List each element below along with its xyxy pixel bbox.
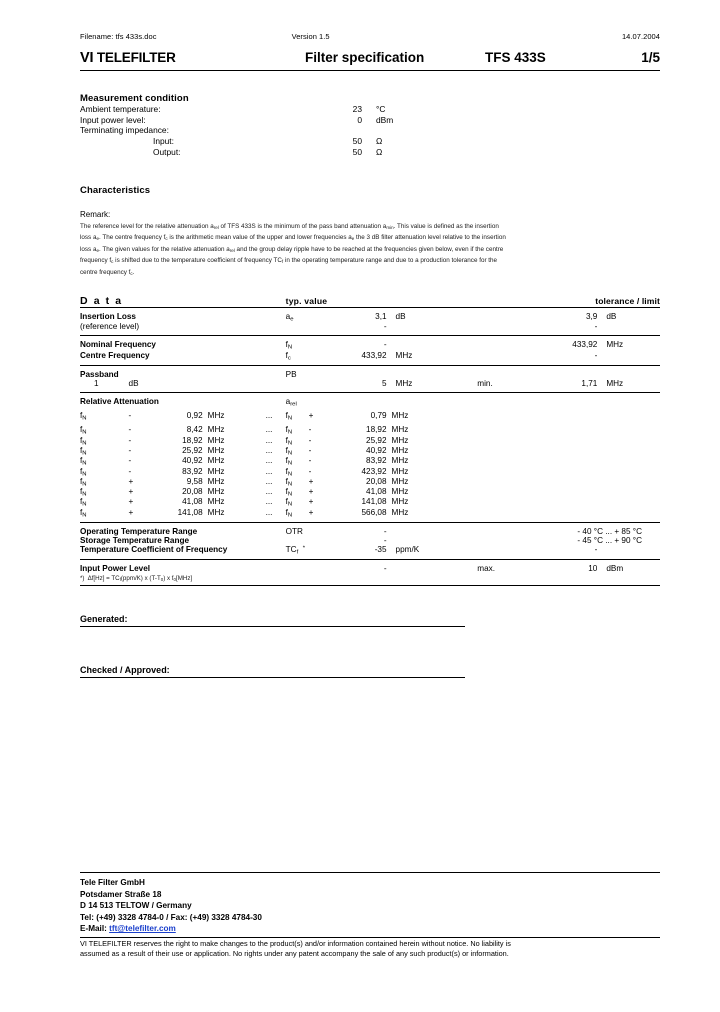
freq-symbol-left: $f_N$ (80, 476, 87, 488)
freq-unit-right: MHz (391, 497, 409, 507)
sign-left: + (128, 507, 134, 517)
row-label: Storage Temperature Range (80, 536, 190, 546)
data-table-header (80, 295, 660, 307)
freq-offset-right: 20,08 (366, 476, 387, 486)
freq-unit-left: MHz (207, 411, 225, 421)
company-name: Tele Filter GmbH (80, 878, 145, 887)
table-row-centre-frequency (80, 351, 660, 361)
limit-value: 433,92 (572, 340, 598, 350)
remark-line: loss $a_e$. The centre frequency $f_c$ is the arithmetic mean value of the upper and lower frequencies $a_e$ the 3 dB filter attenuation level relative to the insertion (80, 234, 506, 242)
freq-symbol-right: $f_N$ (285, 466, 293, 477)
generated-label: Generated: (80, 614, 128, 625)
sign-left: - (128, 411, 132, 421)
footer-address (80, 877, 660, 935)
company-email-row (80, 923, 660, 935)
typ-value: 3,1 (375, 311, 387, 321)
freq-symbol-left: $f_N$ (80, 411, 87, 422)
email-link[interactable]: tft@telefilter.com (109, 924, 176, 934)
sign-right: - (308, 446, 312, 455)
company-street: Potsdamer Straße 18 (80, 889, 162, 899)
legal-disclaimer (80, 939, 660, 959)
row-symbol: $a_{rel}$ (285, 396, 297, 408)
measurement-row (80, 104, 436, 115)
document-header-title-row (80, 50, 660, 66)
freq-unit-right: MHz (391, 446, 409, 455)
freq-unit-right: MHz (391, 411, 409, 421)
row-label: Temperature Coefficient of Frequency (80, 545, 228, 555)
table-row-passband-level (80, 379, 660, 388)
row-symbol: PB (285, 369, 297, 379)
table-row-storage-temperature (80, 536, 660, 545)
limit-value: - (594, 545, 598, 555)
sign-right: + (308, 487, 314, 497)
attenuation-row (80, 446, 660, 456)
characteristics-title: Characteristics (80, 184, 151, 196)
freq-symbol-right: $f_N$ (285, 497, 293, 508)
range-dots: ... (265, 446, 273, 455)
sign-left: - (128, 425, 132, 435)
freq-symbol-right: $f_N$ (285, 507, 293, 519)
range-dots: ... (265, 466, 273, 476)
table-row-input-power (80, 564, 660, 573)
row-label: Insertion Loss (80, 311, 136, 321)
table-row-passband (80, 370, 660, 379)
measurement-value (316, 125, 376, 136)
freq-symbol-left: $f_N$ (80, 456, 87, 467)
measurement-unit: dBm (376, 114, 394, 125)
limit-value: - (594, 322, 598, 332)
col-header-tolerance: tolerance / limit (595, 295, 660, 306)
row-symbol (286, 564, 328, 573)
freq-offset-left: 20,08 (182, 487, 203, 497)
row-label: Input Power Level (80, 564, 151, 574)
freq-symbol-right: $f_N$ (285, 435, 293, 446)
remark-text (80, 222, 660, 279)
table-row-nominal-frequency (80, 340, 660, 350)
typ-value: - (383, 564, 387, 574)
freq-symbol-left: $f_N$ (80, 446, 87, 457)
freq-symbol-left: $f_N$ (80, 435, 87, 446)
range-dots: ... (265, 507, 273, 517)
header-divider (80, 70, 660, 71)
freq-offset-right: 83,92 (366, 456, 387, 466)
document-footer (80, 872, 660, 959)
sign-left: - (128, 456, 132, 466)
freq-offset-left: 83,92 (182, 466, 203, 476)
freq-unit-right: MHz (391, 507, 409, 517)
freq-unit-left: MHz (207, 446, 225, 455)
attenuation-row (80, 487, 660, 497)
sign-right: + (308, 507, 314, 517)
sign-right: + (308, 476, 314, 486)
header-version: Version 1.5 (291, 32, 330, 41)
freq-offset-left: 25,92 (182, 446, 203, 455)
measurement-unit: Ω (376, 146, 383, 157)
passband-level: 1 (94, 378, 99, 388)
freq-unit-left: MHz (207, 456, 225, 466)
row-symbol: $f_N$ (285, 340, 293, 351)
sign-left: - (128, 446, 132, 455)
freq-offset-right: 0,79 (370, 411, 387, 421)
freq-unit-left: MHz (207, 425, 225, 435)
page-content (80, 32, 660, 678)
limit-qualifier (477, 312, 543, 322)
freq-offset-right: 25,92 (366, 435, 387, 445)
row-symbol: $TC_f$ * (285, 545, 306, 556)
range-dots: ... (265, 435, 273, 445)
typ-value: - (383, 340, 387, 350)
measurement-label: Input: (153, 136, 174, 147)
freq-offset-right: 40,92 (366, 446, 387, 455)
sign-right: - (308, 466, 312, 476)
row-symbol (286, 536, 328, 545)
row-symbol: $f_c$ (285, 350, 291, 361)
measurement-condition-section (80, 93, 660, 157)
sign-right: - (308, 456, 312, 466)
measurement-condition-table (80, 104, 436, 157)
characteristics-section (80, 185, 660, 279)
freq-symbol-left: $f_N$ (80, 507, 87, 519)
freq-symbol-left: $f_N$ (80, 466, 87, 477)
col-header-typ: typ. value (285, 295, 328, 306)
limit-qualifier: max. (477, 564, 495, 574)
freq-offset-left: 18,92 (182, 435, 203, 445)
sign-left: - (128, 466, 132, 476)
typ-unit: dB (395, 311, 406, 321)
table-row-insertion-loss-sub (80, 322, 660, 331)
measurement-value: 50 (352, 146, 362, 157)
freq-unit-right: MHz (391, 456, 409, 466)
freq-offset-left: 9,58 (186, 476, 203, 486)
limit-qualifier: min. (477, 378, 493, 388)
freq-offset-right: 566,08 (361, 507, 387, 517)
sign-left: - (128, 435, 132, 445)
freq-symbol-left: $f_N$ (80, 425, 87, 436)
part-number: TFS 433S (485, 50, 546, 65)
header-filename: Filename: tfs 433s.doc (80, 32, 157, 41)
freq-symbol-left: $f_N$ (80, 497, 87, 508)
freq-symbol-right: $f_N$ (285, 425, 293, 436)
measurement-label: Output: (153, 146, 181, 157)
attenuation-row (80, 477, 660, 487)
logo-name: TELEFILTER (96, 50, 176, 65)
freq-unit-left: MHz (207, 507, 225, 517)
table-row-operating-temperature (80, 527, 660, 536)
typ-value: 5 (381, 378, 387, 388)
legal-line: VI TELEFILTER reserves the right to make changes to the product(s) and/or information contained herein without notice. No liability is (80, 939, 511, 949)
col-header-data: D a t a (80, 294, 123, 307)
limit-unit: MHz (606, 340, 624, 350)
measurement-unit: Ω (376, 136, 383, 147)
attenuation-row (80, 497, 660, 507)
remark-label: Remark: (80, 209, 111, 219)
freq-unit-left: MHz (207, 487, 225, 497)
freq-symbol-left: $f_N$ (80, 487, 87, 498)
freq-unit-left: MHz (207, 476, 225, 486)
document-header-meta (80, 32, 660, 41)
measurement-label: Input power level: (80, 114, 146, 125)
row-label: Passband (80, 369, 119, 379)
row-label: Operating Temperature Range (80, 527, 198, 537)
sign-right: - (308, 435, 312, 445)
limit-unit: dB (606, 311, 617, 321)
range-dots: ... (265, 456, 273, 466)
freq-unit-left: MHz (207, 466, 225, 476)
measurement-row (80, 136, 436, 147)
email-label: E-Mail: (80, 924, 107, 934)
measurement-condition-title: Measurement condition (80, 93, 189, 104)
document-title: Filter specification (305, 50, 425, 65)
range-dots: ... (265, 497, 273, 507)
typ-value: -35 (374, 545, 387, 555)
table-footnote: *) $\Delta f[Hz] = TC_f(ppm/K)$ x $(T-T_0)$ x $f_0[MHz]$ (80, 575, 193, 583)
row-label: Centre Frequency (80, 350, 150, 360)
footnote-marker: * (302, 545, 306, 552)
sign-right: + (308, 497, 314, 507)
freq-offset-right: 18,92 (366, 425, 387, 435)
freq-unit-right: MHz (391, 466, 409, 476)
range-dots: ... (265, 411, 273, 421)
sign-right: + (308, 411, 314, 421)
limit-value: - (594, 350, 598, 360)
limit-value: - 40 °C ... + 85 °C (577, 527, 642, 537)
header-date: 14.07.2004 (621, 32, 660, 41)
checked-approved-label: Checked / Approved: (80, 665, 170, 676)
sign-left: + (128, 476, 134, 486)
footer-legal-divider (80, 937, 660, 938)
typ-value: - (383, 322, 387, 332)
freq-unit-right: MHz (391, 476, 409, 486)
measurement-value: 50 (352, 136, 362, 147)
range-dots: ... (265, 425, 273, 435)
freq-unit-right: MHz (391, 435, 409, 445)
measurement-unit (376, 125, 436, 136)
attenuation-row (80, 425, 660, 435)
company-city: D 14 513 TELTOW / Germany (80, 901, 192, 911)
limit-unit: MHz (606, 378, 624, 388)
freq-unit-right: MHz (391, 425, 409, 435)
row-label: Nominal Frequency (80, 340, 156, 350)
attenuation-row (80, 436, 660, 446)
typ-value: - (383, 527, 387, 537)
attenuation-row (80, 411, 660, 421)
remark-line: centre frequency $f_c$. (80, 268, 135, 276)
checked-signature-line[interactable] (80, 677, 465, 678)
limit-value: 3,9 (585, 311, 598, 321)
freq-offset-left: 40,92 (182, 456, 203, 466)
typ-unit: ppm/K (395, 545, 420, 555)
row-sublabel: (reference level) (80, 322, 140, 332)
freq-offset-right: 423,92 (361, 466, 387, 476)
measurement-row (80, 125, 436, 136)
freq-offset-right: 41,08 (366, 487, 387, 497)
freq-offset-left: 0,92 (186, 411, 203, 421)
range-dots: ... (265, 487, 273, 497)
typ-value: 433,92 (361, 350, 387, 360)
sign-left: + (128, 497, 134, 507)
table-row-relative-attenuation (80, 397, 660, 407)
typ-value: - (383, 536, 387, 546)
row-symbol: $a_e$ (285, 311, 294, 323)
attenuation-row (80, 508, 660, 518)
row-label: Relative Attenuation (80, 396, 159, 406)
data-section (80, 295, 660, 586)
attenuation-row (80, 467, 660, 477)
limit-unit: dBm (606, 564, 624, 574)
typ-unit: MHz (395, 350, 413, 360)
sign-left: + (128, 487, 134, 497)
sign-right: - (308, 425, 312, 435)
freq-unit-right: MHz (391, 487, 409, 497)
page-number: 1/5 (641, 50, 660, 65)
freq-offset-right: 141,08 (361, 497, 387, 507)
divider (80, 585, 660, 586)
attenuation-row (80, 456, 660, 466)
logo-vi-mark: VI (80, 50, 94, 66)
measurement-row (80, 115, 436, 126)
typ-unit: MHz (395, 378, 413, 388)
measurement-label: Terminating impedance: (80, 125, 169, 136)
measurement-value: 0 (357, 114, 362, 125)
range-dots: ... (265, 476, 273, 486)
freq-offset-left: 141,08 (177, 507, 203, 517)
measurement-unit: °C (376, 104, 386, 115)
freq-unit-left: MHz (207, 435, 225, 445)
limit-value: 1,71 (581, 378, 598, 388)
measurement-row (80, 146, 436, 157)
passband-level-unit: dB (128, 378, 139, 388)
table-row-tcf (80, 545, 660, 555)
freq-offset-left: 8,42 (186, 425, 203, 435)
legal-line: assumed as a result of their use or application. No rights under any patent accompany the sale of any such product(s) or information. (80, 949, 509, 959)
remark-line: The reference level for the relative attenuation $a_{rel}$ of TFS 433S is the minimum of the pass band attenuation $a_{min}$. This value is defined as the insertion (80, 222, 499, 230)
freq-symbol-right: $f_N$ (285, 411, 293, 422)
company-phone: Tel: (+49) 3328 4784-0 / Fax: (+49) 3328 4784-30 (80, 912, 262, 922)
limit-value: - 45 °C ... + 90 °C (577, 536, 642, 546)
freq-symbol-right: $f_N$ (285, 476, 293, 488)
signature-section (80, 614, 660, 678)
remark-line: loss $a_e$. The given values for the relative attenuation $a_{rel}$ and the group delay ripple have to be reached at the frequencies given below, even if the centre (80, 245, 504, 253)
remark-line: frequency $f_c$ is shifted due to the temperature coefficient of frequency $TC_f$ in the operating temperature range and due to a production tolerance for the (80, 257, 498, 265)
data-table (80, 295, 660, 573)
table-row-insertion-loss (80, 312, 660, 322)
freq-offset-left: 41,08 (182, 497, 203, 507)
measurement-label: Ambient temperature: (80, 104, 161, 115)
footer-divider (80, 872, 660, 873)
freq-unit-left: MHz (207, 497, 225, 507)
freq-symbol-right: $f_N$ (285, 456, 293, 467)
limit-value: 10 (588, 564, 598, 574)
row-symbol: OTR (285, 527, 303, 537)
freq-symbol-right: $f_N$ (285, 487, 293, 498)
measurement-value: 23 (352, 104, 362, 115)
company-logo (80, 50, 305, 66)
freq-symbol-right: $f_N$ (285, 446, 293, 457)
